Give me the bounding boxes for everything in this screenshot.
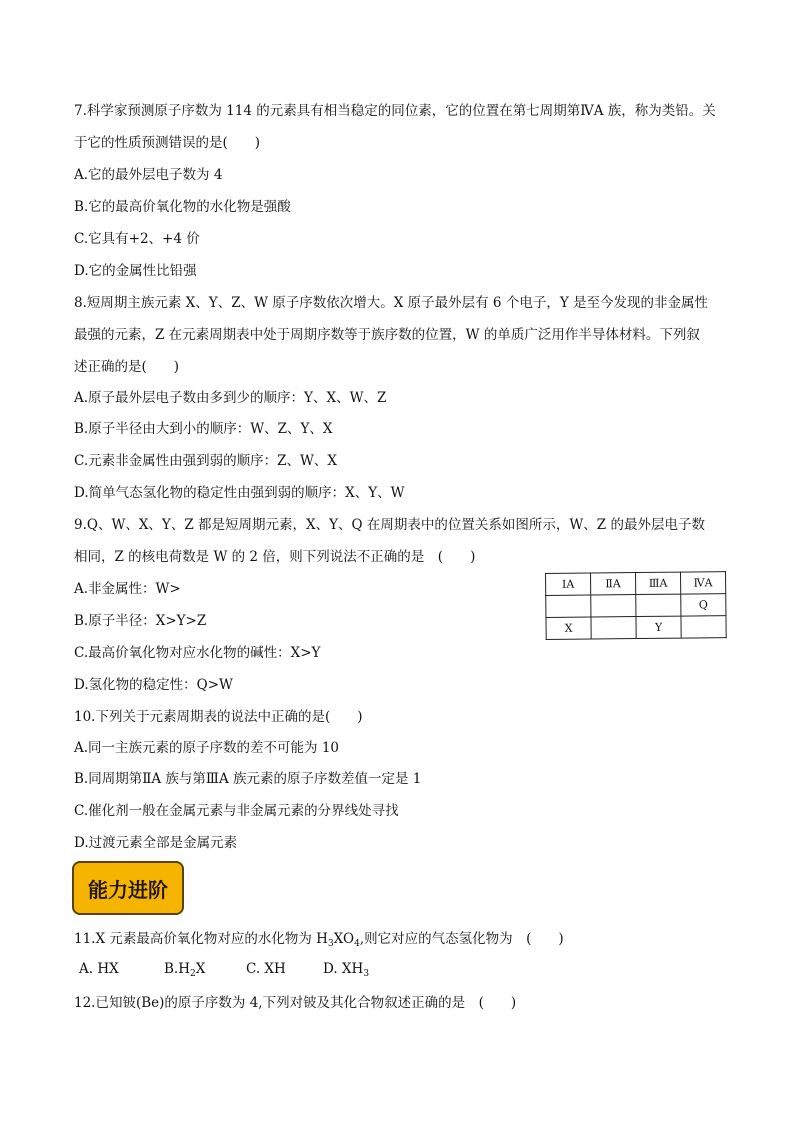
table-row — [546, 594, 726, 618]
q9-stem-line1: 9.Q、W、X、Y、Z 都是短周期元素，X、Y、Q 在周期表中的位置关系如图所示，W、Z 的最外层电子数 — [74, 517, 705, 533]
q11-option-a: A. HX — [79, 961, 119, 977]
table-header-cell: ⅠA — [546, 573, 591, 595]
q11-option-b-sub: 2 — [190, 969, 196, 979]
q9-option-a: A.非金属性：W> — [74, 581, 181, 597]
table-cell: Q — [681, 594, 726, 616]
table-cell: X — [546, 617, 591, 639]
section-badge — [72, 861, 184, 915]
q9-option-d: D.氢化物的稳定性：Q>W — [74, 677, 233, 693]
q11-stem-line1 — [74, 930, 564, 953]
table-header-cell: ⅡA — [591, 573, 636, 595]
q7-option-d: D.它的金属性比铅强 — [74, 263, 197, 279]
q11-stem-mid: XO — [333, 931, 355, 947]
q7-option-c: C.它具有+2、+4 价 — [74, 231, 200, 247]
table-row — [546, 572, 726, 596]
table-cell — [636, 594, 681, 616]
table-cell: Y — [636, 616, 681, 638]
table-cell — [546, 595, 591, 617]
table-cell — [591, 595, 636, 617]
q8-option-b: B.原子半径由大到小的顺序：W、Z、Y、X — [74, 421, 333, 437]
q11-option-b-pre: B.H — [164, 961, 190, 977]
q10-stem-line1: 10.下列关于元素周期表的说法中正确的是( ) — [74, 709, 363, 725]
q10-option-b: B.同周期第ⅡA 族与第ⅢA 族元素的原子序数差值一定是 1 — [74, 771, 422, 787]
q8-stem-line3: 述正确的是( ) — [74, 359, 180, 375]
q8-option-c: C.元素非金属性由强到弱的顺序：Z、W、X — [74, 453, 338, 469]
table-cell — [681, 616, 726, 638]
q11-option-c: C. XH — [246, 961, 286, 977]
q11-stem-sub2: 4 — [354, 939, 360, 949]
q11-stem-sub1: 3 — [327, 939, 334, 949]
q8-option-d: D.简单气态氢化物的稳定性由强到弱的顺序：X、Y、W — [74, 485, 405, 501]
q11-stem-pre: 11.X 元素最高价氧化物对应的水化物为 H — [74, 931, 328, 947]
q10-option-d: D.过渡元素全部是金属元素 — [74, 835, 238, 851]
q11-option-b-post: X — [195, 961, 206, 977]
q11-stem-post: ,则它对应的气态氢化物为 ( ) — [359, 931, 564, 947]
section-title: 能力进阶 — [88, 877, 168, 902]
periodic-position-table — [545, 571, 727, 640]
q12-stem-line1: 12.已知铍(Be)的原子序数为 4,下列对铍及其化合物叙述正确的是 ( ) — [74, 995, 517, 1011]
q9-option-b: B.原子半径：X>Y>Z — [74, 613, 207, 629]
q9-option-c: C.最高价氧化物对应水化物的碱性：X>Y — [74, 645, 321, 661]
table-header-cell: ⅢA — [636, 572, 681, 594]
q10-option-c: C.催化剂一般在金属元素与非金属元素的分界线处寻找 — [74, 803, 399, 819]
q7-option-a: A.它的最外层电子数为 4 — [74, 167, 223, 183]
q10-option-a: A.同一主族元素的原子序数的差不可能为 10 — [74, 740, 340, 756]
q11-option-d-pre: D. XH — [323, 961, 364, 977]
table-header-cell: ⅣA — [680, 572, 725, 594]
q7-stem-line2: 于它的性质预测错误的是( ) — [74, 135, 261, 151]
q11-option-b — [164, 961, 205, 979]
q9-stem-line2: 相同，Z 的核电荷数是 W 的 2 倍，则下列说法不正确的是 ( ) — [74, 549, 476, 565]
q8-option-a: A.原子最外层电子数由多到少的顺序：Y、X、W、Z — [74, 390, 387, 406]
q11-option-d — [323, 961, 369, 979]
q7-option-b: B.它的最高价氧化物的水化物是强酸 — [74, 199, 291, 215]
q11-option-d-sub: 3 — [363, 969, 370, 979]
q7-stem-line1: 7.科学家预测原子序数为 114 的元素具有相当稳定的同位素，它的位置在第七周期第ⅣA 族，称为类铅。关 — [74, 103, 716, 119]
q8-stem-line1: 8.短周期主族元素 X、Y、Z、W 原子序数依次增大。X 原子最外层有 6 个电子，Y 是至今发现的非金属性 — [74, 295, 709, 311]
table-row — [546, 616, 726, 640]
table-cell — [591, 617, 636, 639]
q8-stem-line2: 最强的元素，Z 在元素周期表中处于周期序数等于族序数的位置，W 的单质广泛用作半导体材料。下列叙 — [74, 327, 700, 343]
